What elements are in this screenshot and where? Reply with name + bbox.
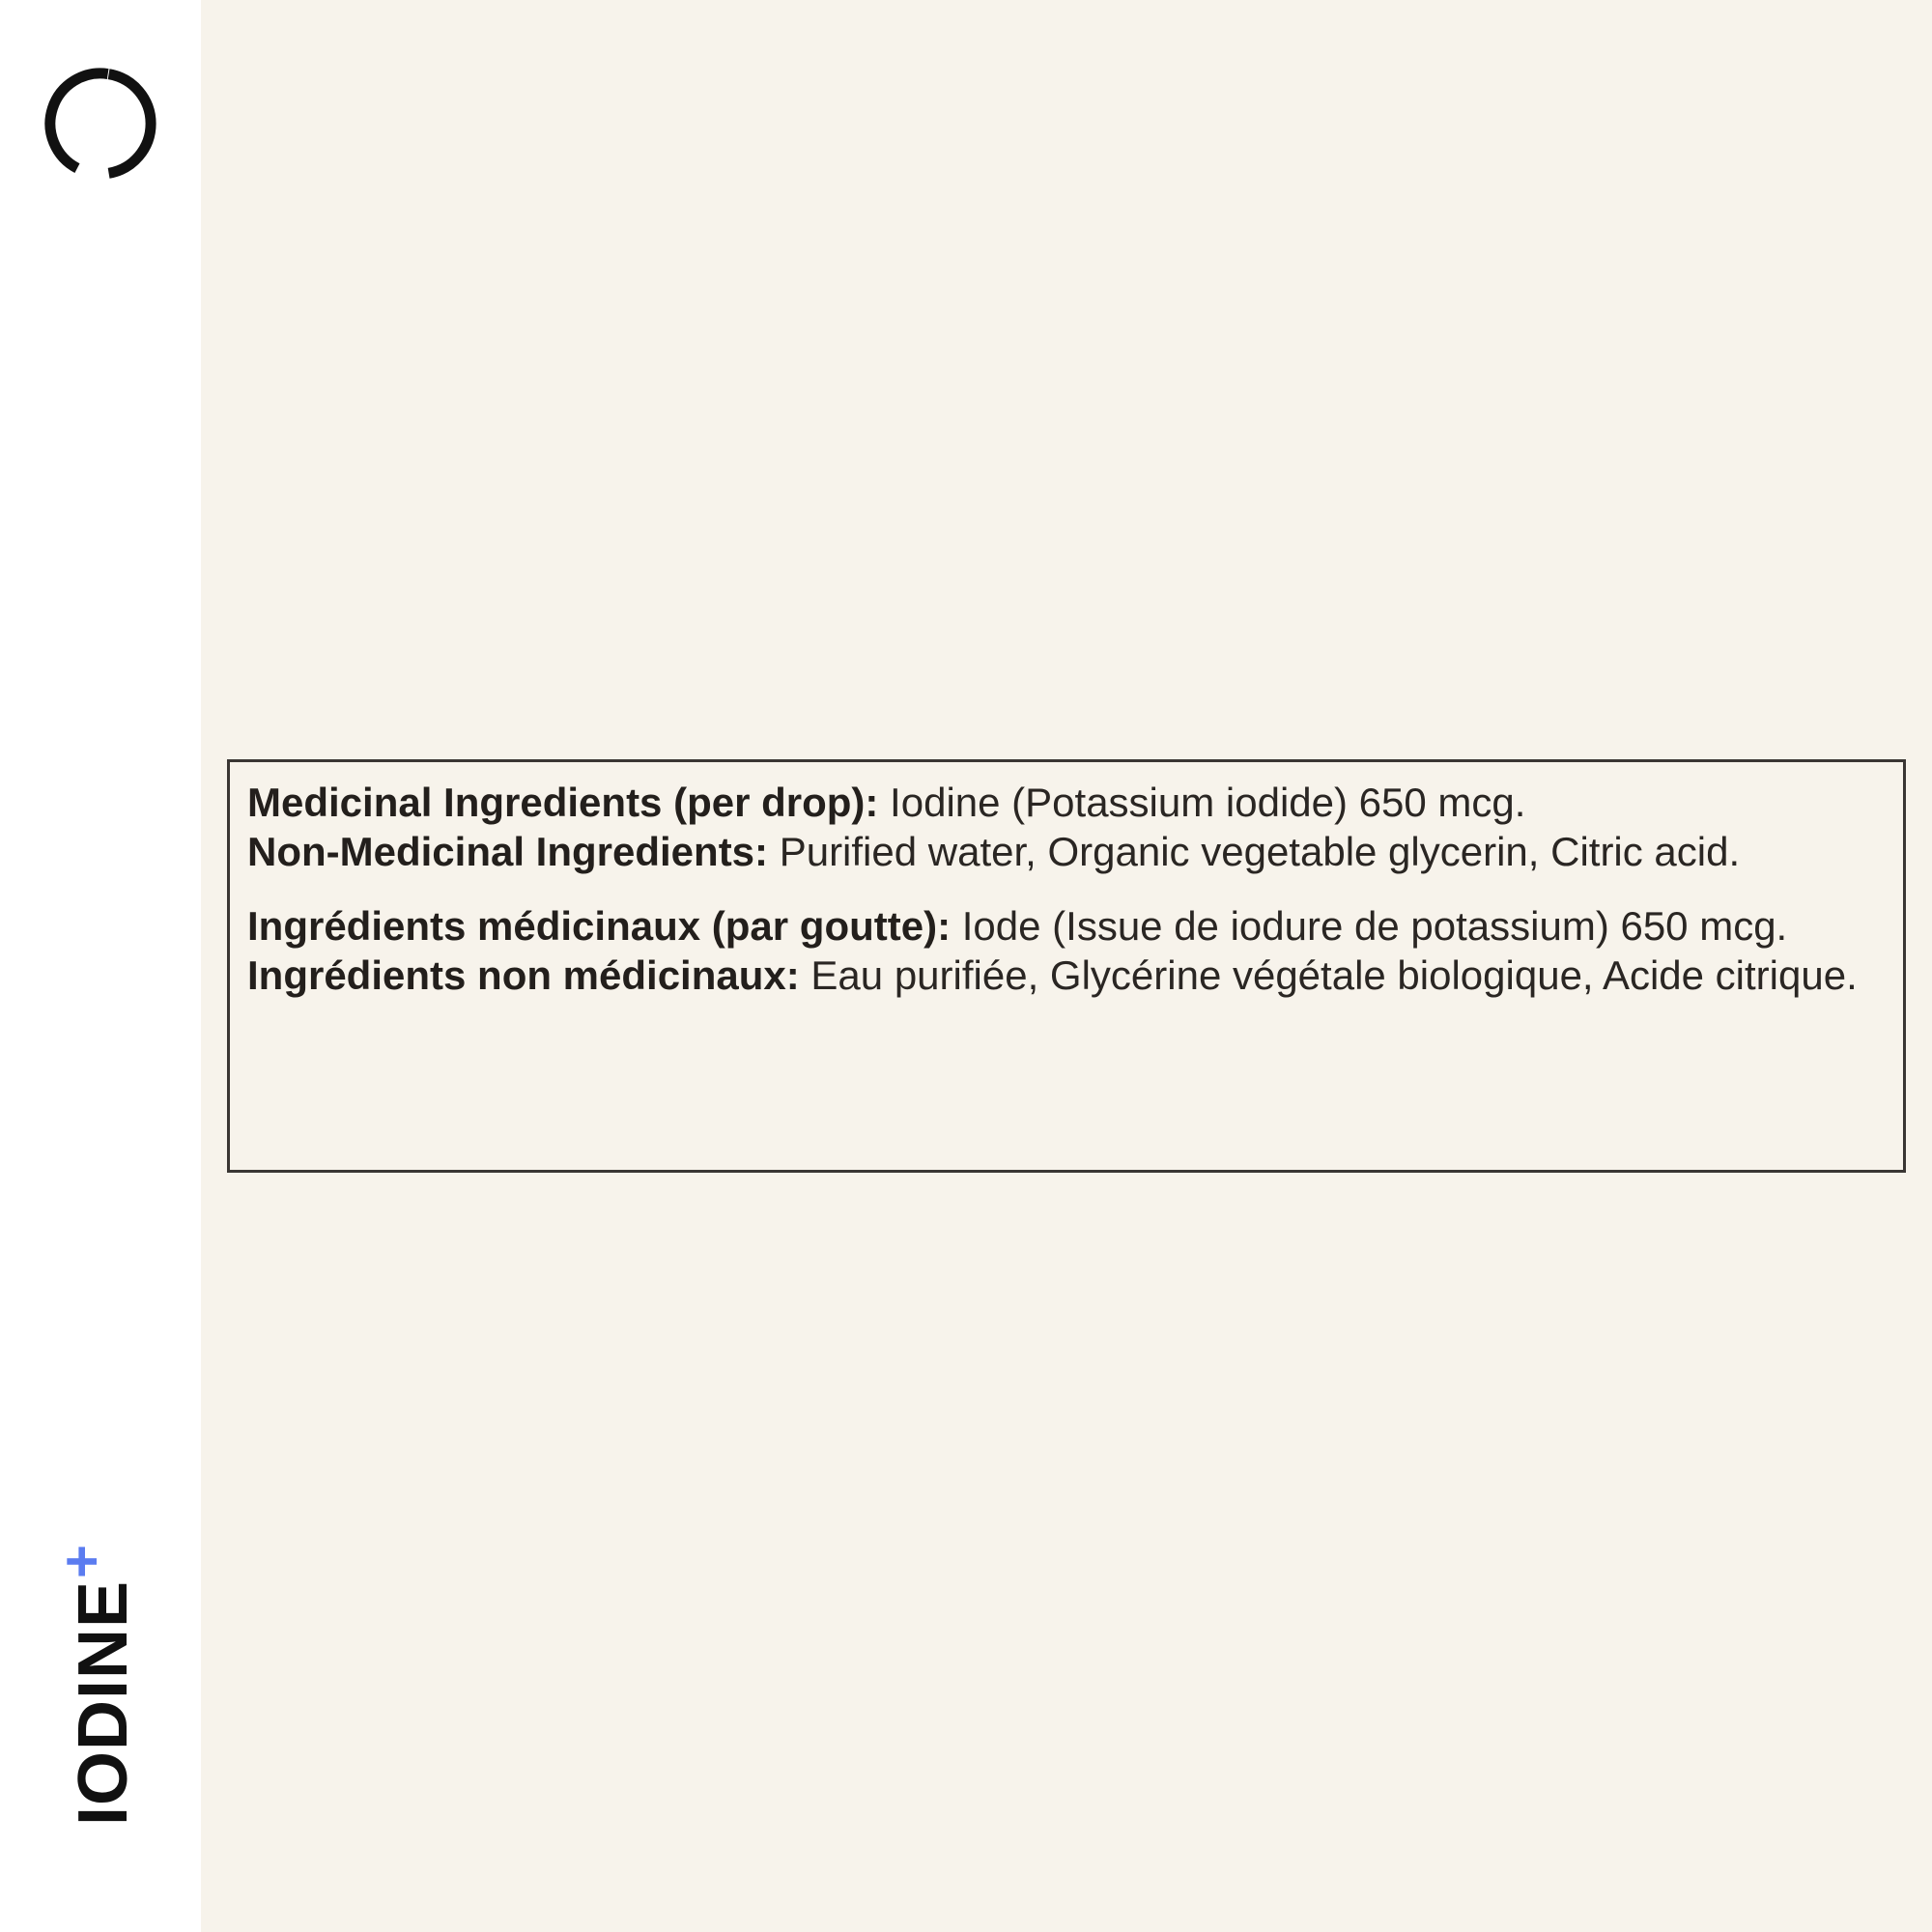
fr-medicinal-text: Iode (Issue de iodure de potassium) 650 mcg. <box>951 903 1788 949</box>
brand-plus: + <box>49 1543 114 1578</box>
en-nonmedicinal-label: Non-Medicinal Ingredients: <box>247 829 769 874</box>
french-nonmedicinal <box>247 951 1888 1000</box>
fr-medicinal-label: Ingrédients médicinaux (par goutte): <box>247 903 952 949</box>
brand-wordmark <box>49 1543 142 1826</box>
ingredients-panel <box>227 759 1906 1173</box>
french-medicinal <box>247 901 1888 951</box>
open-ring-icon <box>41 64 160 184</box>
fr-nonmedicinal-text: Eau purifiée, Glycérine végétale biologique, Acide citrique. <box>799 952 1858 998</box>
brand-name: IODINE <box>65 1579 142 1826</box>
fr-nonmedicinal-label: Ingrédients non médicinaux: <box>247 952 800 998</box>
en-nonmedicinal-text: Purified water, Organic vegetable glycerin, Citric acid. <box>768 829 1741 874</box>
sidebar <box>0 0 201 1932</box>
en-medicinal-text: Iodine (Potassium iodide) 650 mcg. <box>878 780 1526 825</box>
english-ingredients <box>247 778 1888 876</box>
en-medicinal-label: Medicinal Ingredients (per drop): <box>247 780 879 825</box>
